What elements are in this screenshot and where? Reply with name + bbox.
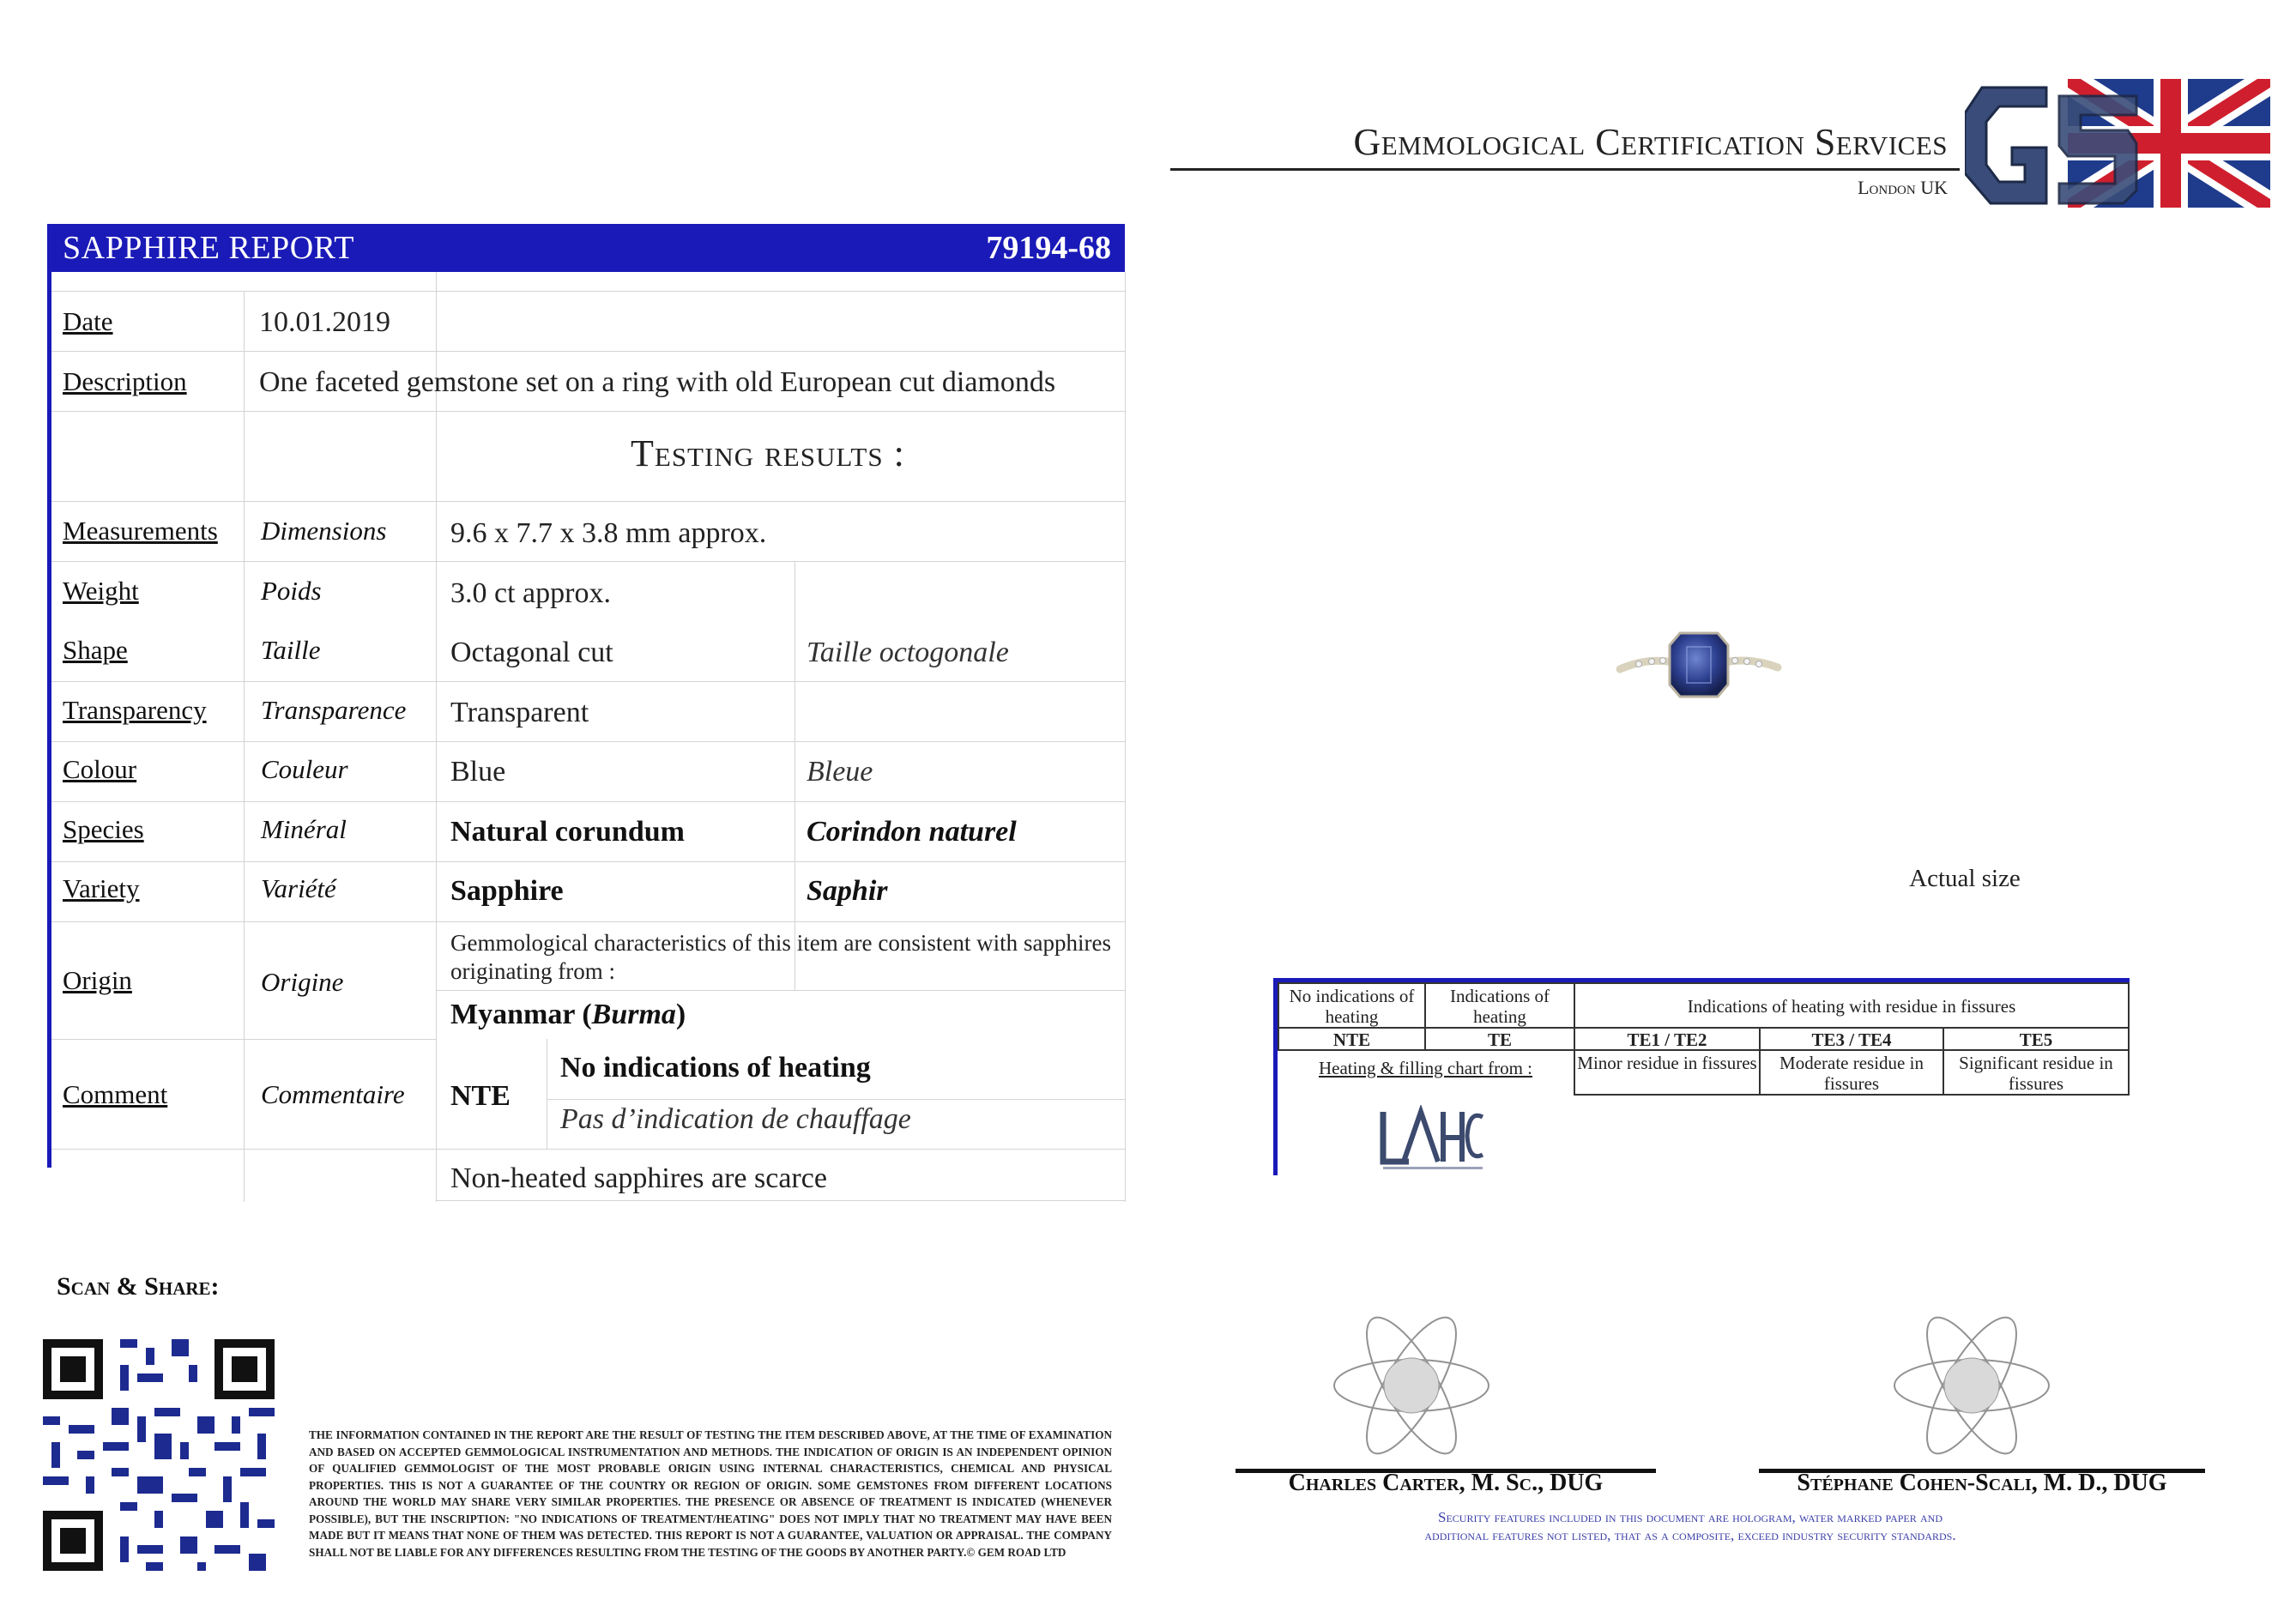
comment-code: NTE xyxy=(450,1080,511,1112)
shape-value-fr: Taille octogonale xyxy=(807,637,1009,668)
colour-label-fr: Couleur xyxy=(261,754,348,784)
grid-line xyxy=(51,681,1125,682)
grid-line xyxy=(51,1149,1125,1150)
grid-line xyxy=(436,1200,1125,1201)
scarcity-note: Non-heated sapphires are scarce xyxy=(450,1162,827,1194)
gcs-logo xyxy=(1965,79,2270,208)
legal-disclaimer: THE INFORMATION CONTAINED IN THE REPORT ARE THE RESULT OF TESTING THE ITEM DESCRIBED ABOVE, AT THE TIME OF EXAMINATION AND BASED ON ACCEPTED GEMMOLOGICAL INSTRUMENTATION AND METHODS. THE INDICATION OF ORIGIN IS AN INDEPENDENT OPINION OF QUALIFIED GEMMOLOGIST OF THE MOST PROBABLE ORIGIN USING INTERNAL CHARACTERISTICS, CHEMICAL AND PHYSICAL PROPERTIES. THIS IS NOT A GUARANTEE OF THE COUNTRY OR REGION OF ORIGIN. SOME GEMSTONES FROM DIFFERENT LOCATIONS AROUND THE WORLD MAY SHARE VERY SIMILAR PROPERTIES. THE PRESENCE OR ABSENCE OF TREATMENT IS INDICATED (WHENEVER POSSIBLE), BUT THE INSCRIPTION: "NO INDICATIONS OF TREATMENT/HEATING" DOES NOT IMPLY THAT NO TREATMENT MAY HAVE BEEN MADE BUT IT MEANS THAT NONE OF THEM WAS DETECTED. THIS REPORT IS NOT A GUARANTEE, VALUATION OR APPRAISAL. THE COMPANY SHALL NOT BE LIABLE FOR ANY DIFFERENCES RESULTING FROM THE TESTING OF THE GOODS BY ANOTHER PARTY.© GEM ROAD LTD xyxy=(309,1428,1112,1559)
grid-line xyxy=(244,291,245,1202)
company-location: London UK xyxy=(1858,177,1948,198)
lahc-logo xyxy=(1375,1105,1486,1174)
transparency-value: Transparent xyxy=(450,697,589,728)
heating-chart xyxy=(1273,978,2130,1175)
species-value-fr: Corindon naturel xyxy=(807,816,1017,848)
signatory-2: Stéphane Cohen-Scali, M. D., DUG xyxy=(1797,1470,2167,1496)
head-heating-residue: Indications of heating with residue in fissures xyxy=(1574,982,2130,1029)
security-notice: Security features included in this document are hologram, water marked paper and additional features not listed, that as a composite, exceed industry security standards. xyxy=(1424,1509,1956,1543)
grid-line xyxy=(51,351,1125,352)
description-label: Description xyxy=(63,366,187,396)
colour-value-fr: Bleue xyxy=(807,756,873,788)
weight-label: Weight xyxy=(63,576,139,606)
measurements-value: 9.6 x 7.7 x 3.8 mm approx. xyxy=(450,517,767,549)
measurements-label-fr: Dimensions xyxy=(261,516,387,546)
date-label: Date xyxy=(63,306,113,336)
comment-label: Comment xyxy=(63,1079,168,1109)
grid-line xyxy=(436,990,1125,991)
variety-label: Variety xyxy=(63,873,140,903)
head-heating: Indications of heating xyxy=(1424,982,1575,1029)
report-title: SAPPHIRE REPORT xyxy=(63,230,354,266)
qr-code[interactable] xyxy=(34,1326,283,1584)
date-value: 10.01.2019 xyxy=(259,306,390,338)
head-no-heating: No indications of heating xyxy=(1278,982,1426,1029)
weight-value: 3.0 ct approx. xyxy=(450,577,611,609)
atom-emblem-icon xyxy=(1886,1300,2057,1471)
code-te: TE xyxy=(1424,1027,1575,1051)
ring-photo xyxy=(1613,626,1785,703)
sapphire-report xyxy=(47,224,1125,1202)
measurements-label: Measurements xyxy=(63,516,218,546)
residue-minor: Minor residue in fissures xyxy=(1574,1049,1761,1096)
origin-label: Origin xyxy=(63,965,132,995)
report-left-border xyxy=(47,272,51,1168)
variety-value: Sapphire xyxy=(450,875,564,907)
comment-english: No indications of heating xyxy=(560,1052,871,1084)
actual-size-caption: Actual size xyxy=(1909,865,2021,892)
colour-value: Blue xyxy=(450,756,506,788)
code-te3-te4: TE3 / TE4 xyxy=(1759,1027,1944,1051)
grid-line xyxy=(51,801,1125,802)
testing-results-heading: Testing results : xyxy=(631,432,905,474)
atom-emblem-icon xyxy=(1326,1300,1497,1471)
header-rule xyxy=(1170,168,1960,171)
grid-line xyxy=(51,921,1125,922)
grid-line xyxy=(51,501,1125,502)
transparency-label: Transparency xyxy=(63,695,207,725)
species-label: Species xyxy=(63,814,144,844)
weight-label-fr: Poids xyxy=(261,576,322,606)
species-value: Natural corundum xyxy=(450,816,685,848)
shape-label-fr: Taille xyxy=(261,635,321,665)
code-te5: TE5 xyxy=(1943,1027,2130,1051)
residue-moderate: Moderate residue in fissures xyxy=(1759,1049,1944,1096)
grid-line xyxy=(1125,272,1126,1202)
origin-country: Myanmar (Burma) xyxy=(450,999,686,1030)
report-header xyxy=(47,224,1125,272)
comment-label-fr: Commentaire xyxy=(261,1079,405,1109)
variety-label-fr: Variété xyxy=(261,873,336,903)
transparency-label-fr: Transparence xyxy=(261,695,407,725)
code-te1-te2: TE1 / TE2 xyxy=(1574,1027,1761,1051)
origin-statement: Gemmological characteristics of this item are consistent with sapphires originating from : xyxy=(450,930,1111,984)
code-nte: NTE xyxy=(1278,1027,1426,1051)
grid-line xyxy=(51,291,1125,292)
chart-source: Heating & filling chart from : xyxy=(1318,1058,1533,1078)
grid-line xyxy=(51,411,1125,412)
company-name: Gemmological Certification Services xyxy=(1353,121,1948,163)
scan-share-label: Scan & Share: xyxy=(57,1272,220,1301)
species-label-fr: Minéral xyxy=(261,814,347,844)
variety-value-fr: Saphir xyxy=(807,875,888,907)
description-value: One faceted gemstone set on a ring with old European cut diamonds xyxy=(259,366,1056,398)
comment-french: Pas d’indication de chauffage xyxy=(560,1103,911,1135)
grid-line xyxy=(436,272,437,1202)
origin-label-fr: Origine xyxy=(261,967,344,997)
report-number: 79194-68 xyxy=(986,230,1111,266)
shape-label: Shape xyxy=(63,635,128,665)
shape-value: Octagonal cut xyxy=(450,637,613,668)
origin-country-alt: Burma xyxy=(591,999,676,1030)
signatory-1: Charles Carter, M. Sc., DUG xyxy=(1288,1470,1604,1496)
grid-line xyxy=(51,741,1125,742)
grid-line xyxy=(51,561,1125,562)
residue-significant: Significant residue in fissures xyxy=(1943,1049,2130,1096)
grid-line xyxy=(51,861,1125,862)
colour-label: Colour xyxy=(63,754,137,784)
grid-line xyxy=(547,1099,1125,1100)
